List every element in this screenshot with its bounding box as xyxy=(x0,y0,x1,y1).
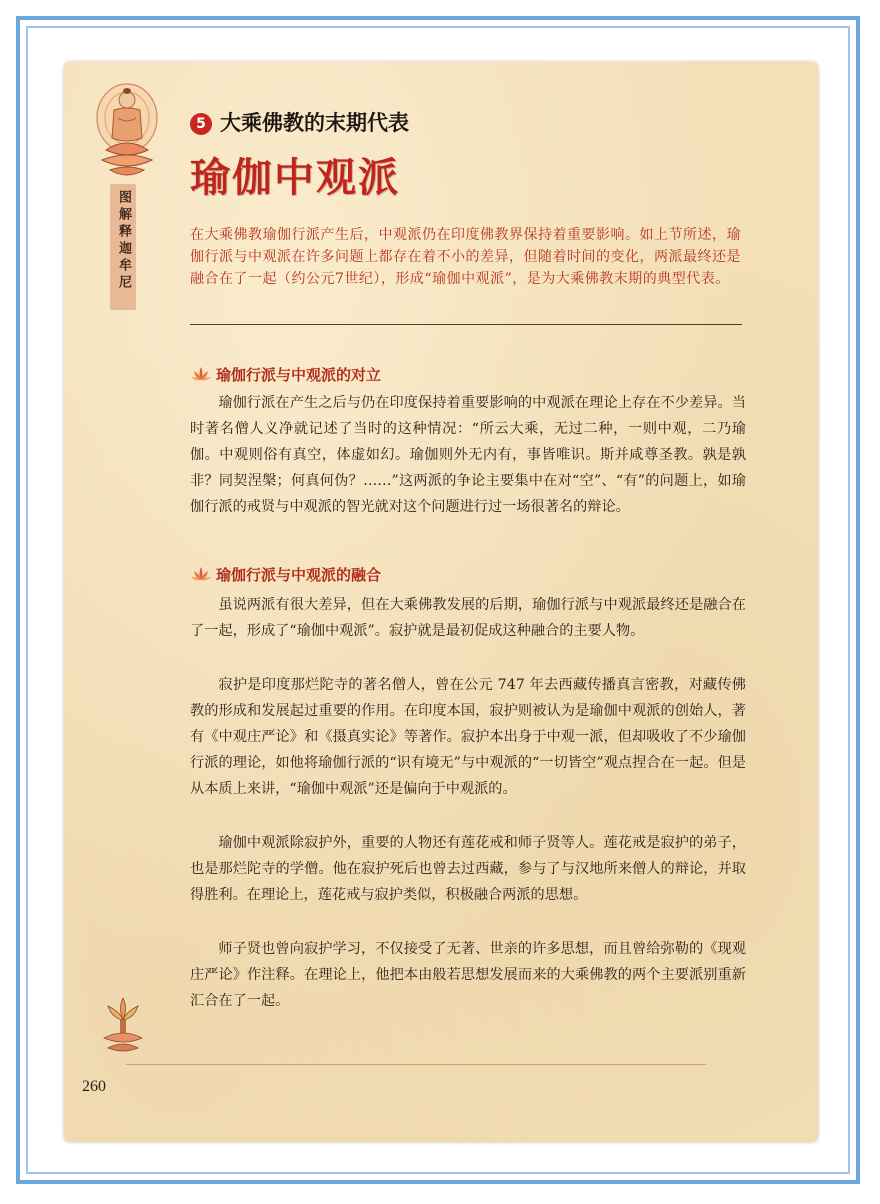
lotus-ornament-icon xyxy=(100,994,146,1056)
paragraph: 瑜伽中观派除寂护外，重要的人物还有莲花戒和师子贤等人。莲花戒是寂护的弟子，也是那烂陀寺的学僧。他在寂护死后也曾去过西藏，参与了与汉地所来僧人的辩论，并取得胜利。在理论上，莲花戒与寂护类似，积极融合两派的思想。 xyxy=(190,835,746,903)
section-heading-label: 瑜伽行派与中观派的对立 xyxy=(216,366,382,384)
paragraph: 瑜伽行派在产生之后与仍在印度保持着重要影响的中观派在理论上存在不少差异。当时著名僧人义净就记述了当时的这种情况：“所云大乘，无过二种，一则中观，二乃瑜伽。中观则俗有真空，体虚如幻。瑜伽则外无内有，事皆唯识。斯并咸尊圣教。孰是孰非？同契涅槃；何真何伪？……”这两派的争论主要集中在对“空”、“有”的问题上，如瑜伽行派的戒贤与中观派的智光就对这个问题进行过一场很著名的辩论。 xyxy=(190,395,746,515)
paragraph: 虽说两派有很大差异，但在大乘佛教发展的后期，瑜伽行派与中观派最终还是融合在了一起，形成了“瑜伽中观派”。寂护就是最初促成这种融合的主要人物。 xyxy=(190,597,746,639)
lotus-icon xyxy=(190,365,212,383)
lotus-icon xyxy=(190,565,212,583)
page-subtitle: 大乘佛教的末期代表 xyxy=(220,111,409,135)
section-number-badge: 5 xyxy=(190,113,212,135)
paragraph: 师子贤也曾向寂护学习，不仅接受了无著、世亲的许多思想，而且曾给弥勒的《现观庄严论》作注释。在理论上，他把本由般若思想发展而来的大乘佛教的两个主要派别重新汇合在了一起。 xyxy=(190,941,746,1009)
page-title: 瑜伽中观派 xyxy=(190,155,400,201)
intro-paragraph: 在大乘佛教瑜伽行派产生后，中观派仍在印度佛教界保持着重要影响。如上节所述，瑜伽行派与中观派在许多问题上都存在着不小的差异，但随着时间的变化，两派最终还是融合在了一起（约公元7世纪），形成“瑜伽中观派”，是为大乘佛教末期的典型代表。 xyxy=(190,227,741,287)
footer-divider xyxy=(126,1064,706,1065)
intro-divider xyxy=(190,324,742,325)
paragraph: 寂护是印度那烂陀寺的著名僧人，曾在公元 747 年去西藏传播真言密教，对藏传佛教的形成和发展起过重要的作用。在印度本国，寂护则被认为是瑜伽中观派的创始人，著有《中观庄严论》和《摄真实论》等著作。寂护本出身于中观一派，但却吸收了不少瑜伽行派的理论，如他将瑜伽行派的“识有境无”与中观派的“一切皆空”观点捏合在一起。但是从本质上来讲，“瑜伽中观派”还是偏向于中观派的。 xyxy=(190,677,746,797)
page-number: 260 xyxy=(82,1078,106,1095)
section-heading-fusion xyxy=(190,564,381,585)
section-heading-opposition xyxy=(190,364,381,385)
section-heading-label: 瑜伽行派与中观派的融合 xyxy=(216,566,382,584)
buddha-illustration-icon xyxy=(92,80,162,184)
side-label: 图解释迦牟尼 xyxy=(116,190,131,292)
